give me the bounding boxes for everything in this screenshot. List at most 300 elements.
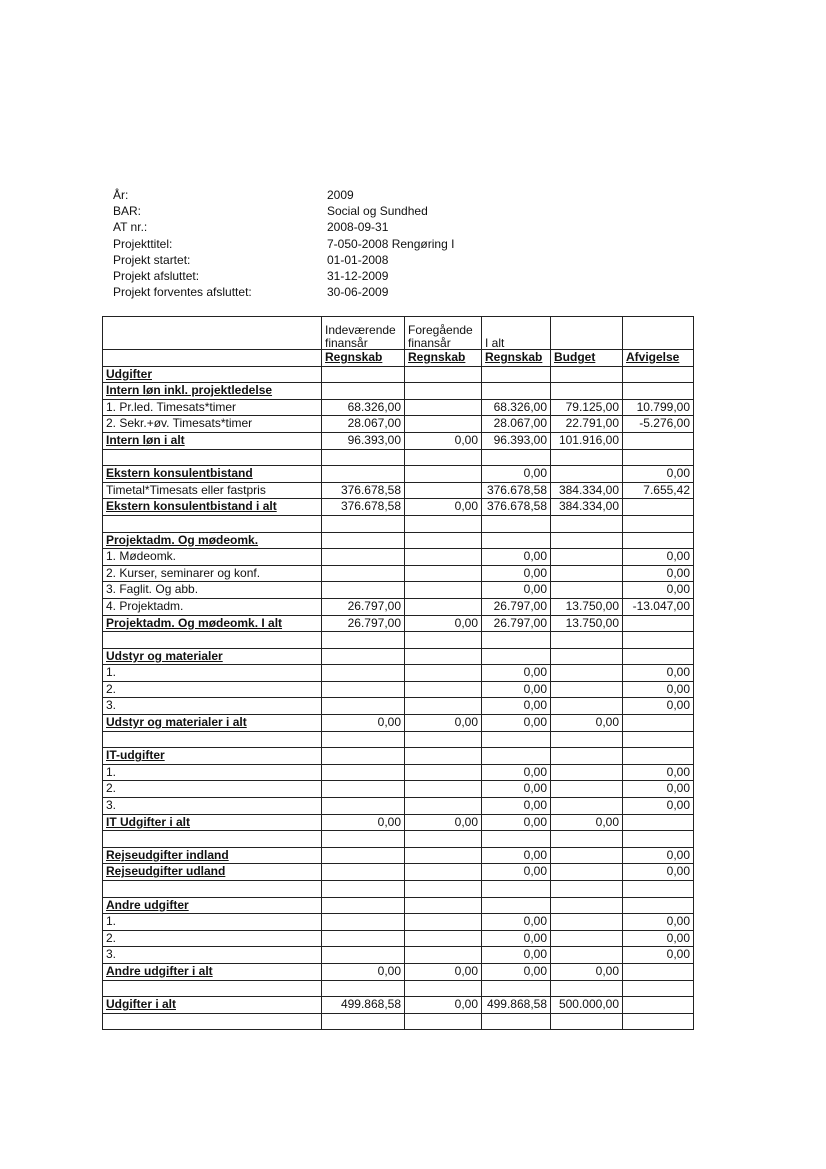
row-label-text: Rejseudgifter udland bbox=[106, 864, 226, 879]
value-cell bbox=[551, 930, 623, 947]
row-label-cell: 4. Projektadm. bbox=[103, 598, 322, 615]
row-label-cell: 1. bbox=[103, 914, 322, 931]
value-cell bbox=[322, 383, 405, 400]
table-row bbox=[103, 847, 694, 864]
table-row bbox=[103, 715, 694, 732]
value-cell bbox=[322, 632, 405, 649]
value-cell bbox=[322, 847, 405, 864]
row-label-cell: 1. Mødeomk. bbox=[103, 549, 322, 566]
value-cell: 0,00 bbox=[482, 764, 551, 781]
table-row bbox=[103, 814, 694, 831]
value-cell bbox=[322, 366, 405, 383]
value-cell bbox=[482, 731, 551, 748]
value-cell bbox=[322, 864, 405, 881]
value-cell: 26.797,00 bbox=[482, 598, 551, 615]
value-cell bbox=[482, 632, 551, 649]
value-cell: 0,00 bbox=[623, 466, 694, 483]
value-cell bbox=[551, 466, 623, 483]
table-row bbox=[103, 764, 694, 781]
value-cell bbox=[623, 532, 694, 549]
value-cell bbox=[405, 947, 482, 964]
value-cell bbox=[623, 366, 694, 383]
row-label-cell bbox=[103, 383, 322, 400]
value-cell bbox=[405, 897, 482, 914]
value-cell bbox=[551, 648, 623, 665]
value-cell bbox=[322, 881, 405, 898]
table-row bbox=[103, 499, 694, 516]
value-cell bbox=[551, 798, 623, 815]
value-cell: 0,00 bbox=[623, 565, 694, 582]
value-cell: 28.067,00 bbox=[322, 416, 405, 433]
table-row bbox=[103, 864, 694, 881]
value-cell bbox=[405, 383, 482, 400]
value-cell bbox=[405, 930, 482, 947]
value-cell bbox=[322, 947, 405, 964]
value-cell bbox=[551, 831, 623, 848]
value-cell: 26.797,00 bbox=[322, 598, 405, 615]
row-label-text: Udgifter i alt bbox=[106, 997, 177, 1012]
value-cell: 0,00 bbox=[551, 814, 623, 831]
value-cell: 7.655,42 bbox=[623, 482, 694, 499]
value-cell bbox=[623, 980, 694, 997]
table-row bbox=[103, 798, 694, 815]
value-cell: 0,00 bbox=[482, 864, 551, 881]
value-cell bbox=[405, 515, 482, 532]
table-row bbox=[103, 648, 694, 665]
value-cell bbox=[482, 532, 551, 549]
value-cell: 13.750,00 bbox=[551, 615, 623, 632]
table-row bbox=[103, 482, 694, 499]
value-cell bbox=[322, 897, 405, 914]
value-cell bbox=[405, 698, 482, 715]
value-cell: 0,00 bbox=[623, 681, 694, 698]
row-label-cell bbox=[103, 648, 322, 665]
value-cell: 13.750,00 bbox=[551, 598, 623, 615]
row-label-cell bbox=[103, 881, 322, 898]
value-cell bbox=[405, 748, 482, 765]
value-cell bbox=[322, 1013, 405, 1030]
table-row bbox=[103, 532, 694, 549]
value-cell bbox=[551, 366, 623, 383]
value-cell bbox=[405, 914, 482, 931]
row-label-cell bbox=[103, 615, 322, 632]
row-label-text: Projektadm. Og mødeomk. bbox=[106, 532, 259, 547]
meta-value: 2009 bbox=[327, 188, 354, 202]
value-cell bbox=[322, 681, 405, 698]
table-row bbox=[103, 731, 694, 748]
value-cell bbox=[551, 681, 623, 698]
table-row bbox=[103, 416, 694, 433]
value-cell: 0,00 bbox=[623, 947, 694, 964]
value-cell bbox=[623, 1013, 694, 1030]
value-cell: 0,00 bbox=[623, 930, 694, 947]
value-cell: Indeværende finansår bbox=[322, 317, 405, 350]
value-cell: 0,00 bbox=[551, 963, 623, 980]
row-label-cell bbox=[103, 532, 322, 549]
value-cell bbox=[322, 665, 405, 682]
table-row bbox=[103, 615, 694, 632]
value-cell bbox=[551, 515, 623, 532]
value-cell: 0,00 bbox=[405, 963, 482, 980]
value-cell: 0,00 bbox=[482, 466, 551, 483]
value-cell: 384.334,00 bbox=[551, 499, 623, 516]
value-cell bbox=[322, 914, 405, 931]
row-label-cell: 3. Faglit. Og abb. bbox=[103, 582, 322, 599]
row-label-cell: 1. bbox=[103, 665, 322, 682]
value-cell bbox=[623, 748, 694, 765]
row-label-text: Udstyr og materialer i alt bbox=[106, 715, 247, 730]
value-cell: 376.678,58 bbox=[322, 499, 405, 516]
value-cell bbox=[322, 532, 405, 549]
table-row bbox=[103, 383, 694, 400]
row-label-cell: 3. bbox=[103, 798, 322, 815]
value-cell bbox=[405, 416, 482, 433]
value-cell: 26.797,00 bbox=[322, 615, 405, 632]
value-cell bbox=[551, 914, 623, 931]
value-cell bbox=[405, 798, 482, 815]
value-cell bbox=[551, 317, 623, 350]
column-header bbox=[103, 350, 322, 367]
row-label-text: Udstyr og materialer bbox=[106, 648, 223, 663]
row-label-cell bbox=[103, 897, 322, 914]
value-cell: 0,00 bbox=[623, 798, 694, 815]
value-cell bbox=[103, 317, 322, 350]
value-cell bbox=[551, 947, 623, 964]
value-cell bbox=[322, 565, 405, 582]
value-cell bbox=[405, 847, 482, 864]
value-cell bbox=[405, 549, 482, 566]
value-cell bbox=[405, 532, 482, 549]
value-cell bbox=[551, 698, 623, 715]
value-cell bbox=[322, 449, 405, 466]
value-cell bbox=[322, 648, 405, 665]
value-cell: 0,00 bbox=[623, 781, 694, 798]
value-cell: 0,00 bbox=[405, 615, 482, 632]
table-row bbox=[103, 963, 694, 980]
meta-value: 31-12-2009 bbox=[327, 268, 389, 283]
value-cell: 0,00 bbox=[551, 715, 623, 732]
value-cell bbox=[405, 781, 482, 798]
value-cell: 376.678,58 bbox=[322, 482, 405, 499]
value-cell bbox=[551, 764, 623, 781]
value-cell: 0,00 bbox=[482, 681, 551, 698]
row-label-text: Intern løn i alt bbox=[106, 432, 185, 447]
value-cell: 499.868,58 bbox=[482, 997, 551, 1014]
value-cell: 0,00 bbox=[623, 698, 694, 715]
row-label-text: Ekstern konsulentbistand i alt bbox=[106, 499, 277, 514]
value-cell bbox=[405, 565, 482, 582]
table-row bbox=[103, 930, 694, 947]
value-cell bbox=[623, 632, 694, 649]
table-row bbox=[103, 582, 694, 599]
value-cell bbox=[405, 582, 482, 599]
meta-value: Social og Sundhed bbox=[327, 204, 428, 219]
value-cell bbox=[623, 499, 694, 516]
row-label-cell: 2. bbox=[103, 681, 322, 698]
value-cell: 79.125,00 bbox=[551, 399, 623, 416]
row-label-cell bbox=[103, 449, 322, 466]
value-cell: 0,00 bbox=[482, 814, 551, 831]
row-label-cell bbox=[103, 963, 322, 980]
value-cell bbox=[322, 698, 405, 715]
value-cell: 0,00 bbox=[623, 764, 694, 781]
value-cell: 101.916,00 bbox=[551, 432, 623, 449]
row-label-cell bbox=[103, 432, 322, 449]
value-cell bbox=[405, 681, 482, 698]
value-cell: 376.678,58 bbox=[482, 482, 551, 499]
table-row bbox=[103, 366, 694, 383]
value-cell: 0,00 bbox=[482, 914, 551, 931]
value-cell: 499.868,58 bbox=[322, 997, 405, 1014]
row-label-cell bbox=[103, 864, 322, 881]
row-label-cell bbox=[103, 515, 322, 532]
row-label-cell bbox=[103, 847, 322, 864]
value-cell bbox=[405, 731, 482, 748]
meta-label: Projekt startet: bbox=[113, 252, 191, 267]
value-cell bbox=[623, 731, 694, 748]
table-row bbox=[103, 399, 694, 416]
value-cell: 22.791,00 bbox=[551, 416, 623, 433]
row-label-cell: 1. bbox=[103, 764, 322, 781]
value-cell: 0,00 bbox=[623, 665, 694, 682]
value-cell: 0,00 bbox=[482, 930, 551, 947]
value-cell bbox=[482, 366, 551, 383]
value-cell bbox=[405, 598, 482, 615]
value-cell bbox=[405, 881, 482, 898]
value-cell: 68.326,00 bbox=[482, 399, 551, 416]
value-cell bbox=[405, 665, 482, 682]
value-cell: 0,00 bbox=[482, 963, 551, 980]
value-cell bbox=[322, 781, 405, 798]
table-row bbox=[103, 881, 694, 898]
value-cell bbox=[551, 781, 623, 798]
meta-label: Projekttitel: bbox=[113, 236, 173, 251]
value-cell bbox=[623, 881, 694, 898]
value-cell: 96.393,00 bbox=[322, 432, 405, 449]
row-label-text: Andre udgifter i alt bbox=[106, 963, 213, 978]
value-cell bbox=[322, 748, 405, 765]
value-cell: 0,00 bbox=[482, 549, 551, 566]
row-label-cell bbox=[103, 366, 322, 383]
row-label-cell bbox=[103, 466, 322, 483]
table-row bbox=[103, 449, 694, 466]
value-cell: 0,00 bbox=[482, 781, 551, 798]
row-label-cell bbox=[103, 1013, 322, 1030]
value-cell: Foregående finansår bbox=[405, 317, 482, 350]
column-header: Budget bbox=[551, 350, 623, 367]
meta-value: 30-06-2009 bbox=[327, 285, 389, 300]
value-cell bbox=[322, 549, 405, 566]
value-cell bbox=[322, 831, 405, 848]
value-cell bbox=[405, 980, 482, 997]
row-label-cell bbox=[103, 715, 322, 732]
value-cell bbox=[405, 1013, 482, 1030]
value-cell bbox=[482, 748, 551, 765]
value-cell: 0,00 bbox=[322, 963, 405, 980]
value-cell bbox=[623, 615, 694, 632]
value-cell: I alt bbox=[482, 317, 551, 350]
value-cell bbox=[322, 582, 405, 599]
row-label-cell: 1. Pr.led. Timesats*timer bbox=[103, 399, 322, 416]
value-cell bbox=[322, 731, 405, 748]
value-cell bbox=[623, 449, 694, 466]
row-label-cell: 2. Sekr.+øv. Timesats*timer bbox=[103, 416, 322, 433]
value-cell: -13.047,00 bbox=[623, 598, 694, 615]
value-cell: 0,00 bbox=[623, 549, 694, 566]
meta-value: 7-050-2008 Rengøring I bbox=[327, 236, 455, 251]
value-cell bbox=[551, 383, 623, 400]
value-cell bbox=[322, 798, 405, 815]
row-label-cell: 2. bbox=[103, 930, 322, 947]
row-label-text: Udgifter bbox=[106, 366, 152, 381]
value-cell bbox=[623, 317, 694, 350]
table-row bbox=[103, 831, 694, 848]
table-row bbox=[103, 632, 694, 649]
row-label-cell: Timetal*Timesats eller fastpris bbox=[103, 482, 322, 499]
value-cell bbox=[623, 814, 694, 831]
value-cell bbox=[551, 549, 623, 566]
value-cell: 0,00 bbox=[405, 814, 482, 831]
value-cell bbox=[482, 831, 551, 848]
value-cell: 0,00 bbox=[405, 499, 482, 516]
table-row bbox=[103, 681, 694, 698]
row-label-cell bbox=[103, 748, 322, 765]
row-label-cell bbox=[103, 499, 322, 516]
header-row-top bbox=[103, 317, 694, 350]
value-cell: 68.326,00 bbox=[322, 399, 405, 416]
value-cell bbox=[551, 847, 623, 864]
value-cell: 10.799,00 bbox=[623, 399, 694, 416]
row-label-text: Ekstern konsulentbistand bbox=[106, 466, 253, 481]
value-cell bbox=[405, 632, 482, 649]
value-cell: 0,00 bbox=[405, 432, 482, 449]
value-cell: 0,00 bbox=[482, 582, 551, 599]
value-cell: 500.000,00 bbox=[551, 997, 623, 1014]
row-label-cell: 2. bbox=[103, 781, 322, 798]
meta-label: BAR: bbox=[113, 204, 142, 219]
value-cell: 0,00 bbox=[482, 715, 551, 732]
value-cell: 0,00 bbox=[623, 914, 694, 931]
row-label-cell: 3. bbox=[103, 947, 322, 964]
value-cell bbox=[551, 881, 623, 898]
column-header: Regnskab bbox=[405, 350, 482, 367]
row-label-cell: 3. bbox=[103, 698, 322, 715]
value-cell bbox=[551, 1013, 623, 1030]
value-cell: 384.334,00 bbox=[551, 482, 623, 499]
row-label-cell bbox=[103, 997, 322, 1014]
value-cell: 26.797,00 bbox=[482, 615, 551, 632]
row-label-cell: 2. Kurser, seminarer og konf. bbox=[103, 565, 322, 582]
value-cell bbox=[322, 930, 405, 947]
value-cell: -5.276,00 bbox=[623, 416, 694, 433]
value-cell bbox=[482, 449, 551, 466]
value-cell bbox=[322, 764, 405, 781]
value-cell bbox=[405, 764, 482, 781]
value-cell bbox=[482, 1013, 551, 1030]
meta-label: Projekt forventes afsluttet: bbox=[113, 285, 252, 300]
value-cell: 96.393,00 bbox=[482, 432, 551, 449]
value-cell bbox=[551, 980, 623, 997]
value-cell bbox=[405, 831, 482, 848]
value-cell: 0,00 bbox=[623, 582, 694, 599]
row-label-cell bbox=[103, 814, 322, 831]
value-cell bbox=[405, 466, 482, 483]
meta-label: Projekt afsluttet: bbox=[113, 268, 200, 283]
value-cell bbox=[322, 515, 405, 532]
value-cell bbox=[482, 515, 551, 532]
value-cell: 0,00 bbox=[482, 798, 551, 815]
row-label-text: IT-udgifter bbox=[106, 748, 165, 763]
value-cell: 0,00 bbox=[405, 715, 482, 732]
value-cell: 0,00 bbox=[405, 997, 482, 1014]
value-cell bbox=[623, 997, 694, 1014]
value-cell: 0,00 bbox=[482, 565, 551, 582]
table-row bbox=[103, 466, 694, 483]
row-label-text: Projektadm. Og mødeomk. I alt bbox=[106, 615, 283, 630]
row-label-cell bbox=[103, 632, 322, 649]
value-cell bbox=[482, 980, 551, 997]
table-row bbox=[103, 665, 694, 682]
value-cell bbox=[623, 383, 694, 400]
value-cell bbox=[482, 897, 551, 914]
value-cell bbox=[405, 366, 482, 383]
table-row bbox=[103, 781, 694, 798]
table-row bbox=[103, 947, 694, 964]
row-label-cell bbox=[103, 731, 322, 748]
value-cell bbox=[551, 665, 623, 682]
column-header: Regnskab bbox=[482, 350, 551, 367]
row-label-cell bbox=[103, 980, 322, 997]
value-cell bbox=[623, 515, 694, 532]
value-cell: 0,00 bbox=[322, 715, 405, 732]
table-row bbox=[103, 549, 694, 566]
column-header: Afvigelse bbox=[623, 350, 694, 367]
value-cell bbox=[322, 980, 405, 997]
value-cell bbox=[405, 864, 482, 881]
value-cell bbox=[551, 532, 623, 549]
value-cell bbox=[623, 648, 694, 665]
value-cell: 376.678,58 bbox=[482, 499, 551, 516]
expense-report-table bbox=[102, 316, 694, 1030]
value-cell: 0,00 bbox=[623, 847, 694, 864]
value-cell: 0,00 bbox=[482, 665, 551, 682]
value-cell bbox=[551, 632, 623, 649]
meta-value: 2008-09-31 bbox=[327, 220, 389, 235]
row-label-text: Andre udgifter bbox=[106, 897, 189, 912]
table-row bbox=[103, 698, 694, 715]
value-cell bbox=[405, 482, 482, 499]
table-row bbox=[103, 914, 694, 931]
table-row bbox=[103, 565, 694, 582]
value-cell bbox=[482, 648, 551, 665]
value-cell bbox=[623, 715, 694, 732]
value-cell bbox=[623, 831, 694, 848]
row-label-cell bbox=[103, 831, 322, 848]
value-cell bbox=[482, 881, 551, 898]
table-row bbox=[103, 432, 694, 449]
value-cell: 28.067,00 bbox=[482, 416, 551, 433]
value-cell bbox=[405, 449, 482, 466]
value-cell bbox=[551, 864, 623, 881]
value-cell: 0,00 bbox=[482, 847, 551, 864]
value-cell: 0,00 bbox=[322, 814, 405, 831]
meta-label: AT nr.: bbox=[113, 220, 148, 235]
value-cell bbox=[551, 731, 623, 748]
table-row bbox=[103, 1013, 694, 1030]
header-row-bottom bbox=[103, 350, 694, 367]
value-cell bbox=[405, 399, 482, 416]
value-cell bbox=[551, 565, 623, 582]
